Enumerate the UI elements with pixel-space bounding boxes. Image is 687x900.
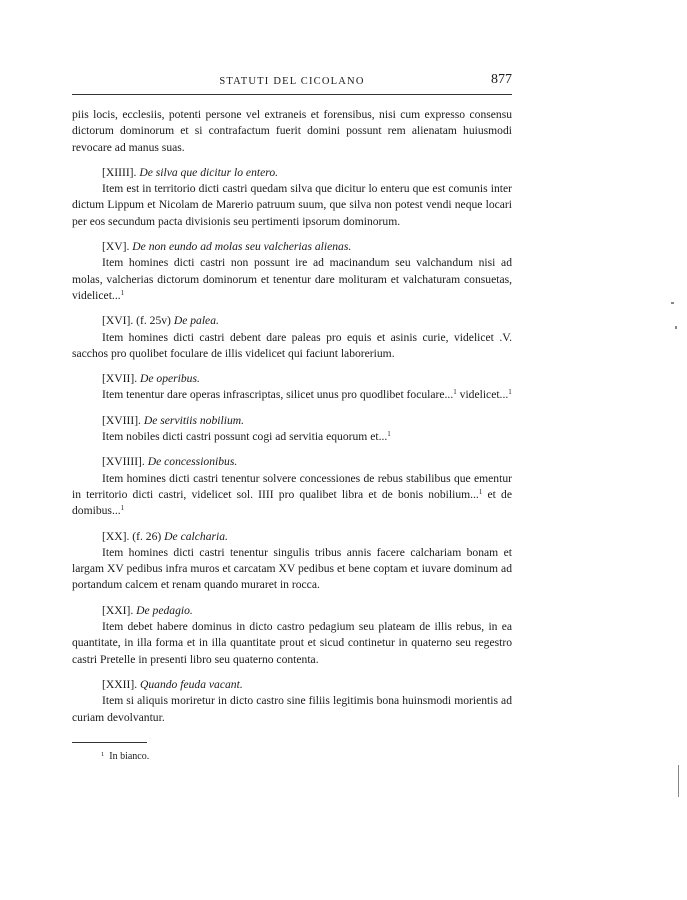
footnote-reference: 1 bbox=[387, 430, 391, 439]
section-text-body: Item nobiles dicti castri possunt cogi ad servitia equorum et... bbox=[102, 430, 388, 444]
running-title: STATUTI DEL CICOLANO bbox=[219, 76, 365, 87]
section-text-body: Item tenentur dare operas infrascriptas, silicet unus pro quodlibet foculare... bbox=[102, 388, 454, 402]
section-number: [XXI]. bbox=[102, 603, 134, 617]
footnote-reference: 1 bbox=[478, 487, 483, 496]
section-number: [XVI]. bbox=[102, 314, 134, 328]
section-title: De concessionibus. bbox=[147, 455, 238, 469]
section-title: De calcharia. bbox=[164, 529, 228, 543]
section-number: [XIIII]. bbox=[102, 165, 137, 179]
section-heading bbox=[72, 603, 512, 619]
footnote-reference: 1 bbox=[508, 388, 512, 397]
section-number: [XXII]. bbox=[102, 677, 138, 691]
section-text bbox=[72, 330, 512, 363]
section-text bbox=[72, 429, 512, 445]
section-number: [XVIII]. bbox=[102, 413, 141, 427]
section-text bbox=[72, 181, 512, 230]
statute-section bbox=[72, 165, 512, 230]
section-text bbox=[72, 619, 512, 668]
statute-section bbox=[72, 413, 512, 446]
intro-paragraph: piis locis, ecclesiis, potenti persone vel extraneis et forensibus, nisi cum expresso consensu dictorum dominorum et si contrafactum fuerit domini possunt rem alienatam huiusmodi revocare ad manus suas. bbox=[72, 108, 512, 154]
statute-section bbox=[72, 603, 512, 668]
running-header bbox=[72, 72, 512, 95]
section-heading bbox=[72, 239, 512, 255]
folio-reference: (f. 26) bbox=[132, 529, 162, 543]
section-heading bbox=[72, 529, 512, 545]
section-text-body: Item homines dicti castri tenentur solvere concessiones de rebus stabilibus que ementur in territorio dicti castri, videlicet sol. IIII pro qualibet libra et de bonis nobilium... bbox=[72, 471, 512, 501]
footnote-text: In bianco. bbox=[109, 751, 150, 762]
section-title: De palea. bbox=[173, 314, 219, 328]
section-title: De non eundo ad molas seu valcherias alienas. bbox=[132, 240, 352, 254]
section-heading bbox=[72, 313, 512, 329]
section-heading bbox=[72, 454, 512, 470]
section-text bbox=[72, 387, 512, 403]
section-title: De pedagio. bbox=[136, 603, 193, 617]
section-text-body: Item si aliquis moriretur in dicto castro sine filiis legitimis bona huinsmodi morientis ad curiam devolvantur. bbox=[72, 694, 512, 724]
section-number: [XX]. bbox=[102, 529, 130, 543]
footnote bbox=[101, 751, 149, 762]
statute-section bbox=[72, 313, 512, 362]
section-text-body: Item homines dicti castri non possunt ire ad macinandum seu valchandum nisi ad molas, valcherias dictorum dominorum et tenentur dare molituram et valchaturam consuetas, videlicet... bbox=[72, 256, 512, 302]
section-text-body: Item homines dicti castri debent dare paleas pro equis et asinis curie, videlicet .V. sacchos pro quolibet foculare de illis videlicet qui faciunt laborerium. bbox=[72, 330, 512, 360]
footnote-reference: 1 bbox=[120, 504, 125, 513]
section-text bbox=[72, 545, 512, 594]
section-number: [XVII]. bbox=[102, 372, 138, 386]
statute-text bbox=[72, 107, 512, 726]
scan-edge-mark bbox=[678, 765, 679, 797]
section-heading bbox=[72, 371, 512, 387]
page-number: 877 bbox=[491, 72, 512, 87]
statute-section bbox=[72, 454, 512, 519]
section-text bbox=[72, 693, 512, 726]
folio-reference: (f. 25v) bbox=[136, 314, 171, 328]
section-title: De servitiis nobilium. bbox=[143, 413, 245, 427]
section-number: [XVIIII]. bbox=[102, 455, 145, 469]
section-number: [XV]. bbox=[102, 240, 130, 254]
statute-section bbox=[72, 529, 512, 594]
section-text-body: Item est in territorio dicti castri quedam silva que dicitur lo enteru que est comunis inter dictum Lippum et Nicolam de Marerio patruum suum, que silva non potest vendi neque locari per eos secundum pacta divisionis seu pertimenti ipsorum dominorum. bbox=[72, 182, 512, 228]
statute-sections bbox=[72, 165, 512, 726]
statute-section bbox=[72, 371, 512, 404]
section-text bbox=[72, 255, 512, 304]
section-title: De operibus. bbox=[140, 372, 200, 386]
statute-section bbox=[72, 239, 512, 304]
statute-section bbox=[72, 677, 512, 726]
section-title: Quando feuda vacant. bbox=[140, 677, 243, 691]
section-text-tail: videlicet... bbox=[459, 388, 509, 402]
section-heading bbox=[72, 413, 512, 429]
section-heading bbox=[72, 165, 512, 181]
footnote-marker: 1 bbox=[101, 751, 105, 758]
footnote-reference: 1 bbox=[120, 288, 125, 297]
section-title: De silva que dicitur lo entero. bbox=[139, 165, 279, 179]
footnote-rule bbox=[72, 742, 147, 743]
section-text-tail: et de domibus... bbox=[72, 487, 512, 518]
scan-edge-mark bbox=[671, 302, 674, 304]
section-heading bbox=[72, 677, 512, 693]
scan-edge-mark bbox=[675, 326, 677, 329]
section-text-body: Item debet habere dominus in dicto castro pedagium seu plateam de illis rebus, in ea quantitate, in illa forma et in illa quantitate prout et sicud continetur in quaterno seu regestro castri Pretelle in presenti libro seu quaterno contenta. bbox=[72, 620, 512, 666]
section-text bbox=[72, 471, 512, 520]
section-text-body: Item homines dicti castri tenentur singulis tribus annis facere calchariam bonam et largam XV pedibus infra muros et carcatam XV pedibus et bene coptam et iuvare dominum ad portandum calcem et renam quando muraret in rocca. bbox=[72, 545, 512, 592]
footnote-reference: 1 bbox=[453, 388, 457, 397]
